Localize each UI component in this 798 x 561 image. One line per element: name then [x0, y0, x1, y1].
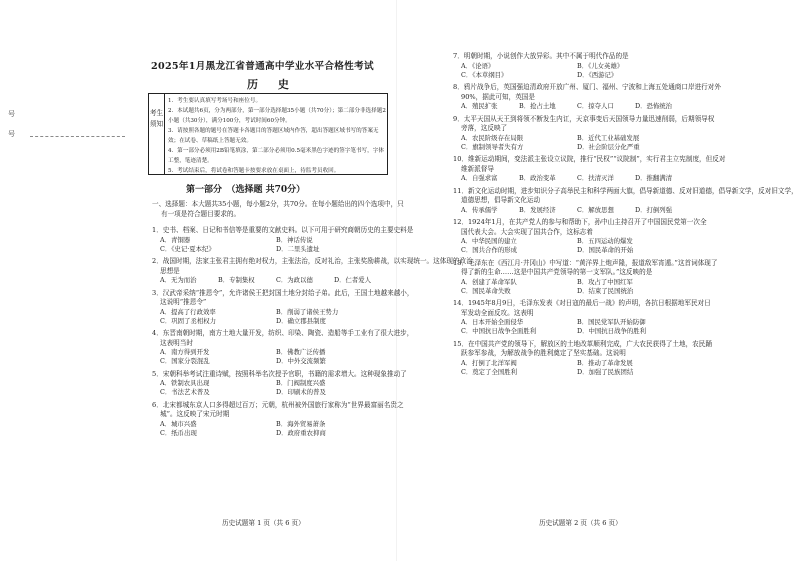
- answer-option: D．确立郡县制度: [276, 316, 326, 325]
- question-text: 城”。这反映了宋元时期: [160, 410, 230, 418]
- question-text: 6．北宋都城东京人口多得超过百万；元朝，杭州被外国旅行家称为“世界最富丽名贵之: [152, 400, 404, 409]
- section-title-part-one: 第一部分 （选择题 共70分）: [186, 185, 306, 195]
- answer-option: C．书法艺术普及: [160, 388, 210, 396]
- answer-option: B．神话传说: [276, 235, 313, 244]
- question-text: 2．战国时期，法家主张君主拥有绝对权力，主张法治，反对礼治，主张奖励耕战，以实现统一。这体现的政治: [152, 257, 473, 265]
- question-text: 11．新文化运动时期，进步知识分子高举民主和科学两面大旗，倡导新道德、反对旧道德，倡导新文学，反对旧文学，: [453, 186, 798, 195]
- answer-option: D．推翻满清: [635, 174, 673, 182]
- answer-option: A．无为而治: [160, 276, 197, 284]
- answer-option: D．国民革命的开始: [577, 246, 634, 254]
- answer-option: A．自强求富: [461, 174, 498, 182]
- answer-option: C．纸币出现: [160, 428, 197, 437]
- answer-option: C．掠夺人口: [577, 102, 614, 110]
- question-text: 这表明当时: [160, 338, 193, 347]
- answer-option: B．门阀制度兴盛: [276, 379, 326, 387]
- answer-option: B．削弱了诸侯王势力: [276, 307, 339, 316]
- answer-option: B．《儿女英雄》: [577, 61, 624, 70]
- notes-item: 5．考试结束后，将试卷和答题卡按要求放在桌面上，待监考员收回。: [168, 168, 340, 174]
- answer-option: A．城市兴盛: [160, 419, 197, 428]
- question-text: 5．宋朝科举考试注重诗赋，按照科举名次授予官职，书籍的需求增大。这种现象推动了: [152, 369, 407, 378]
- answer-option: C．解放思想: [577, 205, 614, 214]
- question-text: 得了新的生命……这是中国共产党领导的第一支军队。”这反映的是: [461, 268, 653, 276]
- question-text: 14．1945年8月9日，毛泽东发表《对日寇的最后一战》的声明，各抗日根据地军民对日: [453, 299, 711, 307]
- answer-option: B．攻占了中国红军: [577, 277, 633, 286]
- question-text: 7．明朝时期，小说创作大放异彩。其中不属于明代作品的是: [453, 52, 629, 60]
- binding-label-name: 号: [8, 130, 15, 138]
- answer-option: C．《本草纲目》: [461, 70, 508, 79]
- notes-item: 2．本试题共6页，分为两部分，第一部分选择题35小题（共70分）；第二部分非选择题2小题（共30分），满分100分，考试时间60分钟。: [168, 108, 386, 124]
- question-text: 3．汉武帝采纳“推恩令”，允许诸侯王把封国土地分封给子弟。此后，王国土地越来越小，: [152, 288, 414, 297]
- question-text: 9．太平天国从天王到将领不断发生内讧，天京事变后天国领导力量迅速削弱，后期领导权: [453, 114, 715, 123]
- answer-option: B．推动了革命发展: [577, 358, 633, 367]
- question-text: 军发动全面反攻。这表明: [461, 308, 534, 317]
- question-text: 12．1924年1月，在共产党人的参与和帮助下，孙中山主持召开了中国国民党第一次全: [453, 218, 707, 226]
- answer-option: D．打倒列强: [635, 205, 673, 214]
- answer-option: D．结束了民国统治: [577, 286, 634, 295]
- answer-option: A．中华民国的建立: [461, 237, 517, 245]
- answer-option: D．加强了民族团结: [577, 367, 634, 376]
- answer-option: A．提高了行政效率: [160, 307, 216, 316]
- answer-option: D．社会阶层分化严重: [577, 142, 640, 151]
- question-text: 10．维新运动期间，变法派主张设立议院，推行“民权”“议院制”，实行君主立宪制度，但反对: [453, 155, 726, 163]
- page-footer-right: 历史试题第 2 页（共 6 页）: [539, 519, 622, 527]
- answer-option: D．恐怖统治: [635, 102, 673, 110]
- answer-option: C．为政以德: [276, 276, 313, 284]
- candidate-notes-box: [148, 93, 388, 175]
- answer-option: A．打倒了北洋军阀: [461, 358, 517, 367]
- instructions-line-1: 一、选择题：本大题共35小题，每小题2分，共70分。在每小题给出的四个选项中，只: [152, 200, 404, 208]
- question-text: 道德思想，倡导新文化运动: [461, 196, 541, 204]
- question-text: 15．在中国共产党的领导下，解放区的土地改革顺利完成，广大农民获得了土地，农民踊: [453, 339, 712, 348]
- answer-option: C．中国抗日战争全面胜利: [461, 327, 537, 335]
- answer-option: D．中外交流频繁: [276, 357, 326, 365]
- answer-option: D．《西游记》: [577, 70, 618, 79]
- notes-item: 3．请按照各题的题号在答题卡各题目的答题区域内作答，超出答题区域书写的答案无效；在试卷、草稿纸上答题无效。: [168, 128, 379, 144]
- question-text: 90%，据此可知，英国是: [461, 92, 535, 101]
- instructions-line-2: 有一项是符合题目要求的。: [161, 210, 241, 218]
- question-text: 8．鸦片战争后，英国强迫清政府开放广州、厦门、福州、宁波和上海五处通商口岸进行对外: [453, 83, 721, 91]
- answer-option: D．二里头遗址: [276, 244, 320, 253]
- answer-option: B．专制集权: [218, 276, 255, 284]
- question-text: 13．毛泽东在《西江月·井冈山》中写道：“黄洋界上炮声隆，报道敌军宵遁。”这首词体现了: [453, 258, 718, 267]
- notes-item: 1．考生要认真填写考场号和座位号。: [168, 98, 262, 104]
- question-text: 国代表大会。大会实现了国共合作，这标志着: [461, 227, 593, 236]
- question-text: 思想是: [160, 266, 180, 275]
- answer-option: C．国家分裂混乱: [160, 357, 210, 365]
- answer-option: A．农民阶级存在局限: [461, 133, 524, 142]
- exam-title: 2025年1月黑龙江省普通高中学业水平合格性考试: [151, 61, 374, 72]
- answer-option: A．青铜器: [160, 235, 191, 244]
- answer-option: C．旗制领导者失有方: [461, 142, 524, 151]
- answer-option: D．印刷术的普及: [276, 388, 326, 396]
- notes-item: 4．第一部分必须用2B铅笔填涂，第二部分必须用0.5毫米黑色字迹的签字笔书写，字体工整，笔迹清楚。: [168, 148, 384, 164]
- page-footer-left: 历史试题第 1 页（共 6 页）: [222, 519, 305, 527]
- answer-option: C．奠定了全国胜利: [461, 367, 518, 376]
- answer-option: B．五四运动的爆发: [577, 237, 633, 245]
- binding-blank-line: [30, 136, 125, 137]
- answer-option: A．日本开始全面侵华: [461, 318, 524, 326]
- answer-option: A．铁制农具出现: [160, 379, 210, 387]
- answer-option: B．佛教广泛传播: [276, 348, 326, 356]
- answer-option: A．创建了革命军队: [461, 277, 517, 286]
- answer-option: C．巩固了丞相权力: [160, 316, 217, 325]
- answer-option: B．发展经济: [519, 205, 556, 214]
- answer-option: B．近代工业基础发展: [577, 133, 640, 142]
- exam-page-right: [397, 0, 798, 561]
- answer-option: B．政治变革: [519, 174, 556, 182]
- answer-option: C．国民革命失败: [461, 286, 511, 295]
- question-text: 这说明“推恩令”: [160, 298, 207, 306]
- answer-option: D．政府重农抑商: [276, 428, 326, 437]
- question-text: 维新派督导: [461, 164, 494, 173]
- answer-option: D．中国抗日战争的胜利: [577, 327, 647, 335]
- candidate-notes-list: [168, 96, 386, 176]
- answer-option: B．国民党军队开始防御: [577, 318, 646, 326]
- answer-option: A．南方得到开发: [160, 348, 210, 356]
- exam-subject: 历 史: [247, 78, 297, 91]
- question-text: 跃参军参战，为解放战争的胜利奠定了坚实基础。这说明: [461, 349, 626, 357]
- answer-option: A．《论语》: [461, 61, 495, 70]
- question-text: 旁落，这反映了: [461, 124, 508, 132]
- question-text: 4．东晋南朝时期，南方土地大量开发，纺织、印染、陶瓷、造船等手工业有了很大进步，: [152, 329, 414, 337]
- binding-label-exam-number: 号: [8, 110, 15, 118]
- answer-option: A．殖民扩张: [461, 102, 498, 110]
- answer-option: A．传承儒学: [461, 205, 498, 214]
- answer-option: C．国共合作的形成: [461, 246, 518, 254]
- answer-option: B．抢占土地: [519, 102, 556, 110]
- answer-option: B．海外贸易萧条: [276, 419, 326, 428]
- question-text: 1．史书、档案、日记和书信等是重要的文献史料。以下可用于研究商朝历史的主要史料是: [152, 226, 414, 234]
- candidate-notes-label: 考生须知: [149, 94, 165, 174]
- answer-option: C．扶清灭洋: [577, 174, 614, 182]
- answer-option: D．仁者爱人: [334, 276, 372, 284]
- answer-option: C．《史记·夏本纪》: [160, 244, 215, 253]
